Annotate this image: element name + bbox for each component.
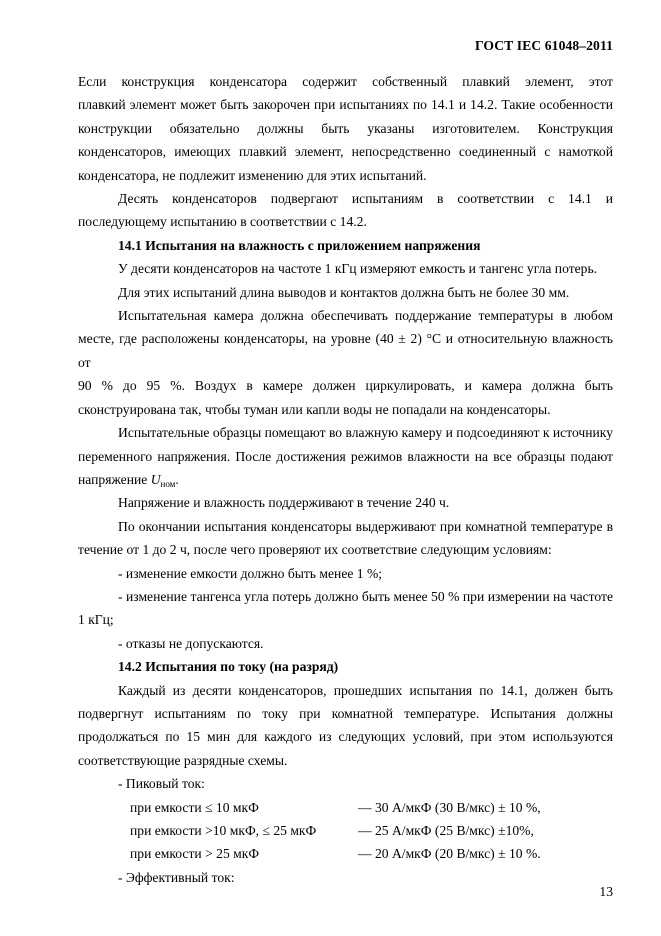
capacitance-condition: при емкости ≤ 10 мкФ: [130, 799, 259, 815]
intro-paragraph-1: [78, 70, 613, 187]
text-line: подвергнут испытаниям по току при комнатной температуре. Испытания должны: [78, 705, 613, 721]
capacitance-condition: при емкости >10 мкФ, ≤ 25 мкФ: [130, 823, 317, 838]
peak-current-row: [78, 842, 613, 865]
text-line: плавкий элемент может быть закорочен при испытаниях по 14.1 и 14.2. Такие особенности: [78, 97, 613, 113]
peak-current-label: - Пиковый ток:: [118, 776, 205, 792]
section-14-1-paragraph-2: Для этих испытаний длина выводов и контактов должна быть не более 30 мм.: [118, 284, 570, 300]
text-line: месте, где расположены конденсаторы, на уровне (40 ± 2) °С и относительную влажность от: [78, 331, 613, 370]
text-line: конструкции обязательно должны быть указаны изготовителем. Конструкция: [78, 120, 613, 136]
section-14-1-heading: 14.1 Испытания на влажность с приложением напряжения: [118, 237, 481, 253]
page-number: 13: [599, 884, 613, 899]
text-line: Каждый из десяти конденсаторов, прошедших испытания по 14.1, должен быть: [118, 682, 613, 698]
condition-item-1: - изменение емкости должно быть менее 1 %;: [118, 565, 383, 581]
current-value: — 30 А/мкФ (30 В/мкс) ± 10 %,: [358, 799, 541, 815]
text-fragment: .: [175, 471, 179, 487]
peak-current-row: [78, 819, 613, 842]
text-line: По окончании испытания конденсаторы выдерживают при комнатной температуре в: [118, 518, 613, 534]
text-line: течение от 1 до 2 ч, после чего проверяют их соответствие следующим условиям:: [78, 542, 552, 558]
text-line: переменного напряжения. После достижения режимов влажности на все образцы подают: [78, 448, 613, 464]
section-14-1-paragraph-4: [78, 421, 613, 491]
section-14-2-paragraph-1: [78, 679, 613, 773]
text-line: Если конструкция конденсатора содержит собственный плавкий элемент, этот: [78, 74, 613, 89]
current-value: — 20 А/мкФ (20 В/мкс) ± 10 %.: [358, 846, 541, 862]
voltage-symbol: U: [150, 471, 161, 487]
rms-current-label: - Эффективный ток:: [118, 869, 235, 885]
text-line: Десять конденсаторов подвергают испытаниям в соответствии с 14.1 и: [118, 191, 613, 207]
condition-item-2: [78, 585, 613, 632]
text-line: конденсатора, не подлежит изменению для этих испытаний.: [78, 167, 427, 183]
document-body: [78, 70, 613, 889]
section-14-1-paragraph-5: Напряжение и влажность поддерживают в течение 240 ч.: [118, 495, 450, 511]
text-line: Испытательная камера должна обеспечивать поддержание температуры в любом: [118, 308, 613, 324]
text-line: конденсаторов, имеющих плавкий элемент, непосредственно соединенный с намоткой: [78, 144, 613, 160]
text-line: - изменение тангенса угла потерь должно быть менее 50 % при измерении на частоте: [118, 588, 613, 604]
section-14-2-heading: 14.2 Испытания по току (на разряд): [118, 659, 339, 675]
intro-paragraph-2: [78, 187, 613, 234]
text-line: [78, 468, 613, 491]
condition-item-3: - отказы не допускаются.: [118, 635, 264, 651]
section-14-1-paragraph-6: [78, 515, 613, 562]
text-fragment: напряжение: [78, 471, 151, 487]
text-line: 1 кГц;: [78, 612, 114, 628]
text-line: Испытательные образцы помещают во влажную камеру и подсоединяют к источнику: [118, 425, 613, 441]
text-line: сконструирована так, чтобы туман или капли воды не попадали на конденсаторы.: [78, 401, 551, 417]
text-line: последующему испытанию в соответствии с 14.2.: [78, 214, 367, 230]
current-value: — 25 А/мкФ (25 В/мкс) ±10%,: [358, 823, 534, 838]
text-line: соответствующие разрядные схемы.: [78, 752, 288, 768]
peak-current-row: [78, 796, 613, 819]
text-line: 90 % до 95 %. Воздух в камере должен циркулировать, и камера должна быть: [78, 378, 613, 394]
document-header: ГОСТ IEC 61048–2011: [474, 38, 613, 53]
capacitance-condition: при емкости > 25 мкФ: [130, 846, 260, 862]
section-14-1-paragraph-1: У десяти конденсаторов на частоте 1 кГц измеряют емкость и тангенс угла потерь.: [118, 261, 598, 277]
text-line: продолжаться по 15 мин для каждого из следующих условий, при этом используются: [78, 729, 613, 745]
voltage-subscript: ном: [160, 478, 176, 489]
section-14-1-paragraph-3: [78, 304, 613, 421]
